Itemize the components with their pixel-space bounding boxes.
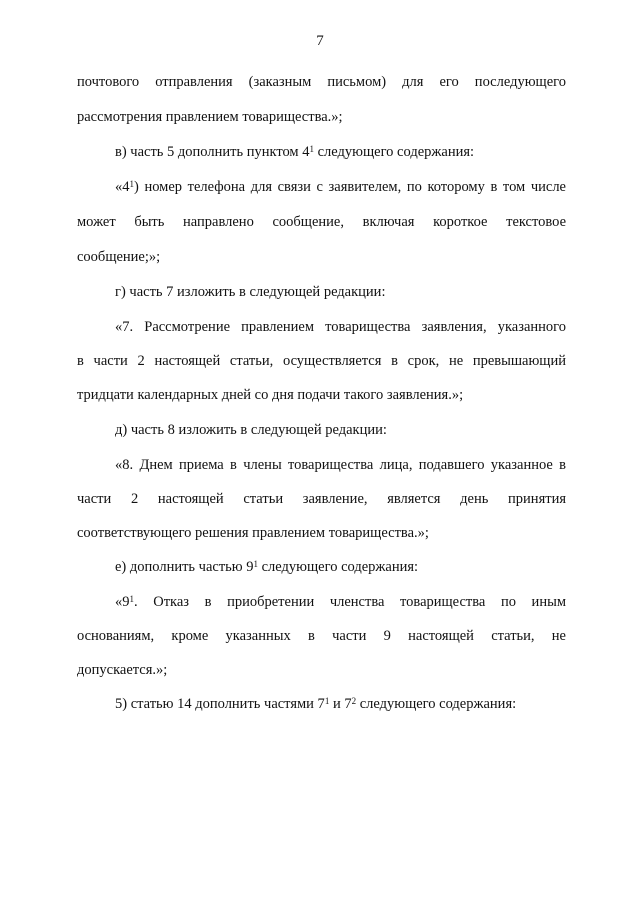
- text-line: г) часть 7 изложить в следующей редакции:: [115, 284, 386, 300]
- text-line: соответствующего решения правлением товарищества.»;: [77, 525, 429, 541]
- text-line: д) часть 8 изложить в следующей редакции:: [115, 422, 387, 438]
- text-line: «$4^1$) номер телефона для связи с заявителем, по которому в том числе: [115, 179, 566, 195]
- text-line: «8. Днем приема в члены товарищества лица, подавшего указанное в: [115, 457, 566, 473]
- text-line: сообщение;»;: [77, 249, 161, 265]
- text-line: в части 2 настоящей статьи, осуществляется в срок, не превышающий: [77, 353, 566, 369]
- text-line: части 2 настоящей статьи заявление, является день принятия: [77, 491, 566, 507]
- text-line: «$9^1$. Отказ в приобретении членства товарищества по иным: [115, 594, 566, 610]
- text-line: тридцати календарных дней со дня подачи такого заявления.»;: [77, 387, 464, 403]
- text-line: 5) статью 14 дополнить частями $7^1$ и $7^2$ следующего содержания:: [115, 696, 517, 712]
- text-line: может быть направлено сообщение, включая короткое текстовое: [77, 214, 566, 230]
- text-line: почтового отправления (заказным письмом) для его последующего: [77, 74, 566, 90]
- text-line: рассмотрения правлением товарищества.»;: [77, 109, 343, 125]
- page-number: 7: [316, 33, 324, 49]
- text-line: основаниям, кроме указанных в части 9 настоящей статьи, не: [77, 628, 566, 644]
- text-line: «7. Рассмотрение правлением товарищества заявления, указанного: [115, 319, 566, 335]
- text-line: е) дополнить частью $9^1$ следующего содержания:: [115, 559, 419, 575]
- text-line: допускается.»;: [77, 662, 168, 678]
- text-line: в) часть 5 дополнить пунктом $4^1$ следующего содержания:: [115, 144, 475, 160]
